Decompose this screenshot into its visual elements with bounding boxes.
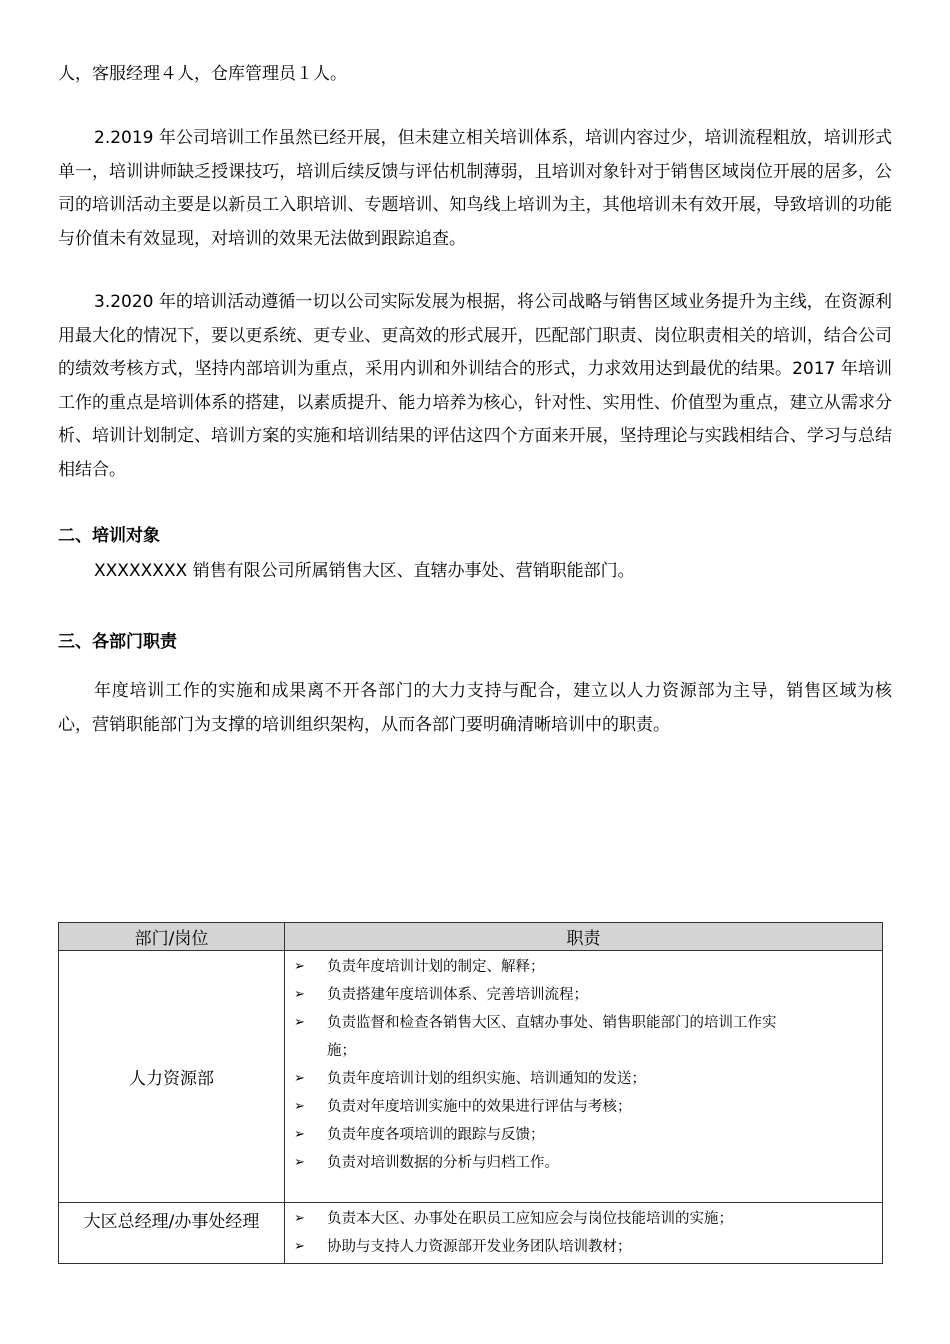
duty-text: 负责对培训数据的分析与归档工作。	[327, 1155, 559, 1171]
duty-text: 负责搭建年度培训体系、完善培训流程；	[327, 987, 588, 1003]
list-item	[285, 1093, 882, 1121]
list-item	[285, 1121, 882, 1149]
duty-text: 负责年度各项培训的跟踪与反馈；	[327, 1127, 545, 1143]
duty-text: 负责对年度培训实施中的效果进行评估与考核；	[327, 1099, 632, 1115]
duty-text: 施；	[327, 1043, 356, 1059]
paragraph-2019-status: 2.2019 年公司培训工作虽然已经开展，但未建立相关培训体系，培训内容过少，培训流程粗放，培训形式单一，培训讲师缺乏授课技巧，培训后续反馈与评估机制薄弱，且培训对象针对于销售区域岗位开展的居多，公司的培训活动主要是以新员工入职培训、专题培训、知鸟线上培训为主，其他培训未有效开展，导致培训的功能与价值未有效显现，对培训的效果无法做到跟踪追查。	[58, 128, 892, 249]
dept-cell: 人力资源部	[59, 951, 285, 1203]
header-dept: 部门/岗位	[59, 923, 285, 951]
duty-text: 协助与支持人力资源部开发业务团队培训教材；	[327, 1239, 632, 1255]
list-item	[285, 981, 882, 1009]
list-item	[285, 1009, 882, 1037]
list-item	[285, 1205, 882, 1233]
arrow-bullet-icon: ➢	[294, 1239, 305, 1254]
section-heading-department-duties: 三、各部门职责	[58, 632, 177, 652]
table-row	[59, 1203, 883, 1264]
duties-table	[58, 922, 883, 1264]
arrow-bullet-icon: ➢	[294, 987, 305, 1002]
duty-text: 负责监督和检查各销售大区、直辖办事处、销售职能部门的培训工作实	[327, 1015, 777, 1031]
duty-text: 负责本大区、办事处在职员工应知应会与岗位技能培训的实施；	[327, 1211, 733, 1227]
duties-cell	[285, 1203, 883, 1264]
header-duty: 职责	[285, 923, 883, 951]
duty-list	[285, 1203, 882, 1261]
arrow-bullet-icon: ➢	[294, 1015, 305, 1030]
table-row	[59, 951, 883, 1203]
dept-cell: 大区总经理/办事处经理	[59, 1203, 285, 1264]
paragraph-2020-plan: 3.2020 年的培训活动遵循一切以公司实际发展为根据，将公司战略与销售区域业务提升为主线，在资源利用最大化的情况下，要以更系统、更专业、更高效的形式展开，匹配部门职责、岗位职责相关的培训，结合公司的绩效考核方式，坚持内部培训为重点，采用内训和外训结合的形式，力求效用达到最优的结果。2017 年培训工作的重点是培训体系的搭建，以素质提升、能力培养为核心，针对性、实用性、价值型为重点，建立从需求分析、培训计划制定、培训方案的实施和培训结果的评估这四个方面来开展，坚持理论与实践相结合、学习与总结相结合。	[58, 292, 892, 480]
arrow-bullet-icon: ➢	[294, 1155, 305, 1170]
list-item	[285, 1149, 882, 1177]
duties-cell	[285, 951, 883, 1203]
arrow-bullet-icon: ➢	[294, 1127, 305, 1142]
list-item	[285, 1065, 882, 1093]
table-header-row	[59, 923, 883, 951]
duty-list	[285, 951, 882, 1177]
paragraph-training-targets: XXXXXXXX 销售有限公司所属销售大区、直辖办事处、营销职能部门。	[94, 561, 635, 581]
list-item	[285, 953, 882, 981]
arrow-bullet-icon: ➢	[294, 1211, 305, 1226]
duty-text: 负责年度培训计划的组织实施、培训通知的发送；	[327, 1071, 646, 1087]
section-heading-training-targets: 二、培训对象	[58, 526, 160, 546]
arrow-bullet-icon: ➢	[294, 1099, 305, 1114]
paragraph-department-duties: 年度培训工作的实施和成果离不开各部门的大力支持与配合，建立以人力资源部为主导，销售区域为核心，营销职能部门为支撑的培训组织架构，从而各部门要明确清晰培训中的职责。	[58, 681, 892, 735]
arrow-bullet-icon: ➢	[294, 1071, 305, 1086]
list-item-continuation	[285, 1037, 882, 1065]
duty-text: 负责年度培训计划的制定、解释；	[327, 959, 545, 975]
paragraph-continuation: 人，客服经理４人，仓库管理员１人。	[58, 64, 347, 84]
arrow-bullet-icon: ➢	[294, 959, 305, 974]
list-item	[285, 1233, 882, 1261]
